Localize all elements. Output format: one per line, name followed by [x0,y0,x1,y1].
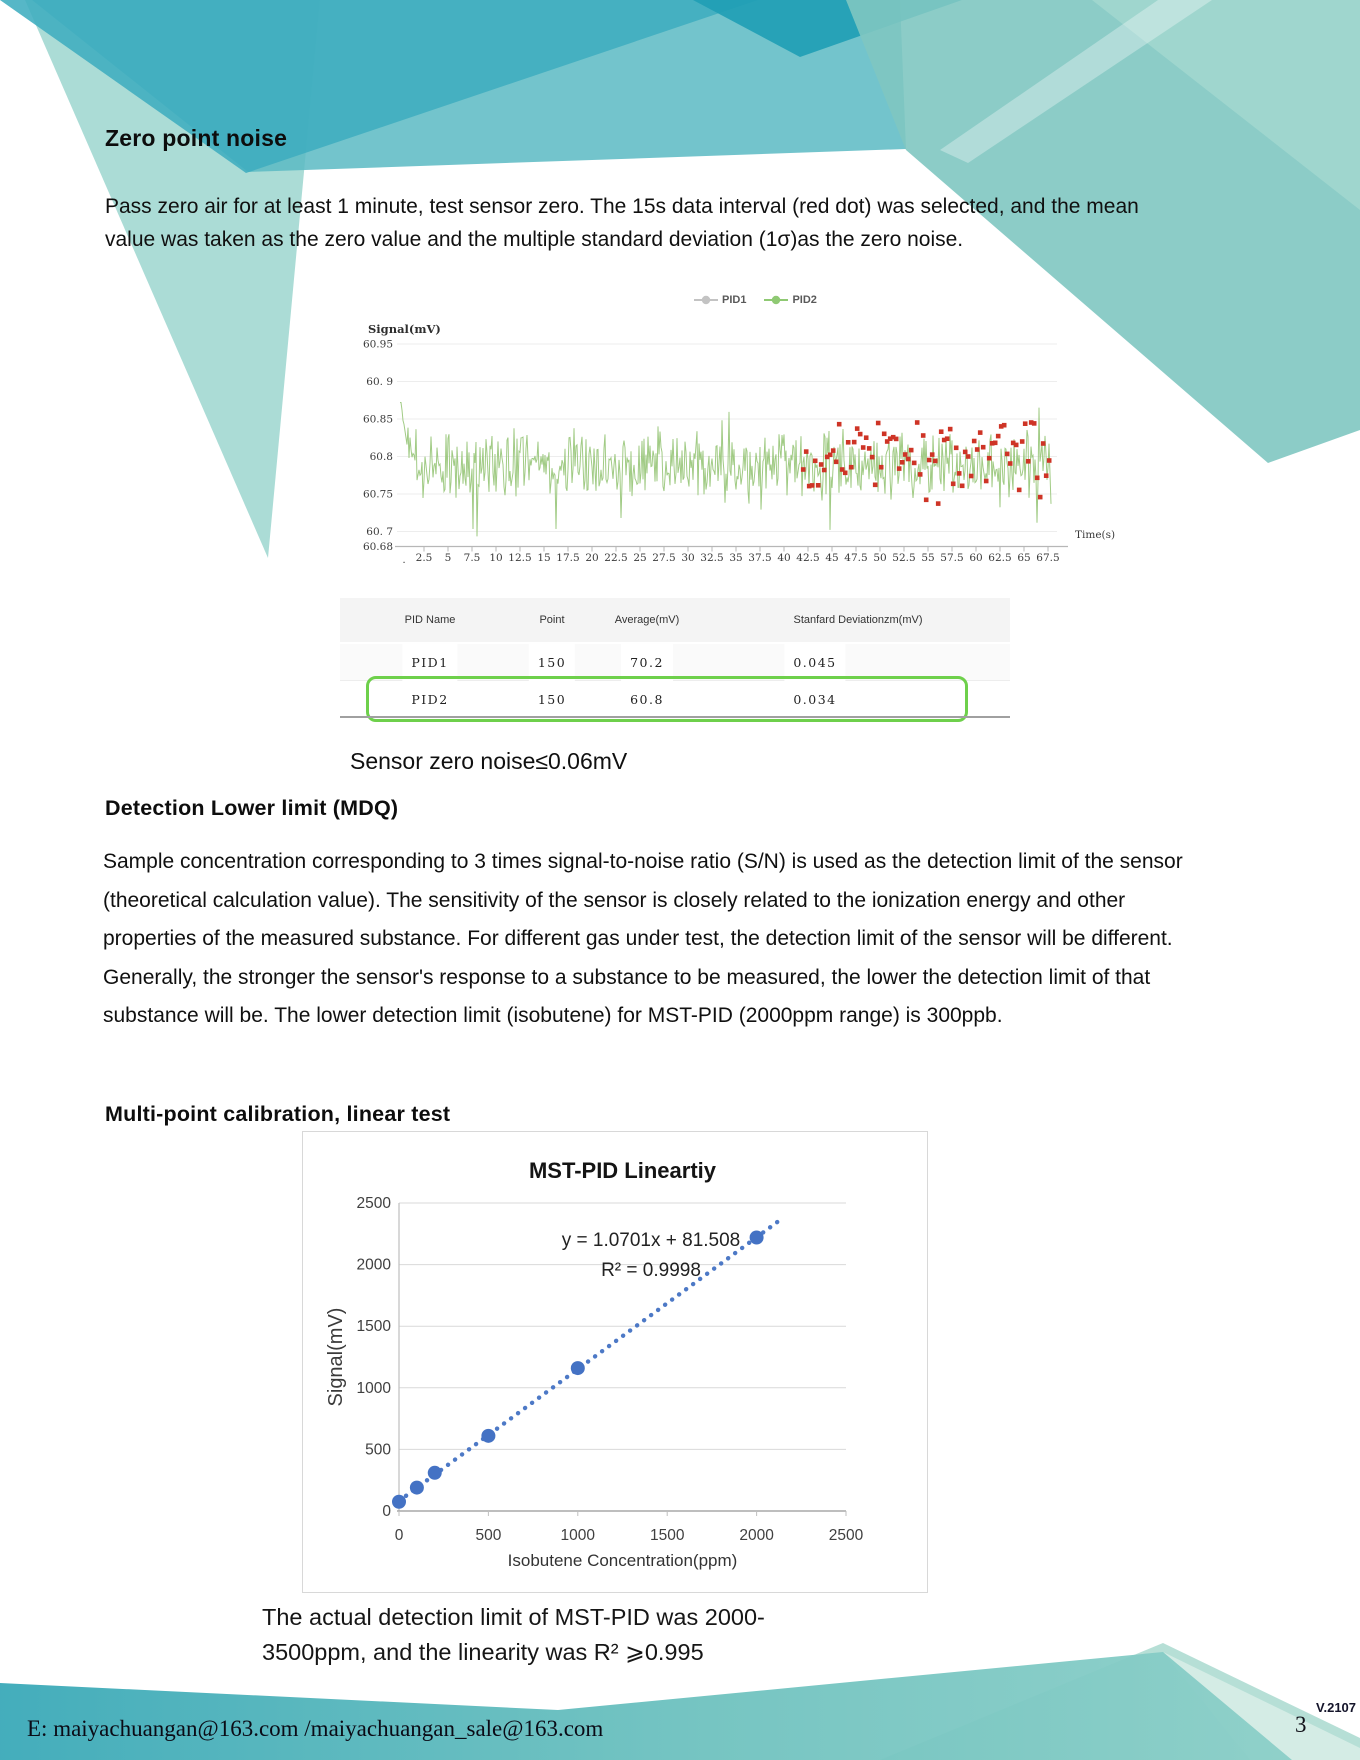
trendline-equation [501,1226,801,1286]
svg-text:35: 35 [729,552,743,564]
table-header-row [340,598,1010,644]
svg-text:60.8: 60.8 [369,451,393,463]
svg-text:5: 5 [444,552,452,564]
svg-text:1000: 1000 [560,1527,596,1544]
svg-text:17.5: 17.5 [556,552,580,564]
svg-text:62.5: 62.5 [988,552,1012,564]
svg-text:60.85: 60.85 [362,413,393,426]
svg-text:2000: 2000 [356,1256,391,1274]
svg-text:1500: 1500 [649,1527,685,1544]
equation-line: y = 1.0701x + 81.508 [561,1230,741,1251]
col-header-point: Point [539,614,565,626]
svg-text:37.5: 37.5 [748,552,772,564]
pid1-name-cell: PID1 [402,644,457,682]
svg-text:50: 50 [873,552,887,564]
pid1-stdev-cell: 0.045 [784,644,845,682]
svg-text:60. 9: 60. 9 [366,376,393,388]
svg-text:45: 45 [825,552,839,564]
svg-text:10: 10 [489,552,503,564]
pid1-average-cell: 70.2 [621,644,673,682]
r-squared-line: R² = 0.9998 [601,1260,701,1281]
svg-text:60: 60 [969,552,983,564]
linearity-chart-title: MST-PID Lineartiy [528,1158,717,1183]
svg-text:60. 7: 60. 7 [366,526,393,538]
caption-line-2: 3500ppm, and the linearity was R² ⩾0.995 [262,1638,704,1665]
col-header-average: Average(mV) [614,614,680,626]
svg-text:55: 55 [921,552,935,564]
footer-email: E: maiyachuangan@163.com /maiyachuangan_sale@163.com [27,1716,604,1741]
svg-text:0: 0 [382,1503,391,1520]
svg-text:32.5: 32.5 [700,552,724,564]
svg-text:25: 25 [633,552,647,564]
pid2-point-cell: 150 [529,681,575,718]
svg-text:500: 500 [365,1441,391,1459]
svg-text:60.95: 60.95 [362,338,393,351]
svg-text:2.5: 2.5 [415,552,433,564]
pid2-average-cell: 60.8 [621,681,673,718]
sensor-zero-note: Sensor zero noise≤0.06mV [350,748,628,774]
col-header-stdev: Stanfard Deviationzm(mV) [793,614,923,626]
footer-version: V.2107 [1316,1700,1357,1715]
zero-noise-chart [335,285,1145,585]
legend-label-pid2: PID2 [792,294,817,306]
svg-text:67.5: 67.5 [1036,552,1060,564]
svg-text:2500: 2500 [356,1195,391,1212]
svg-text:7.5: 7.5 [463,552,481,564]
svg-text:1500: 1500 [356,1318,391,1336]
heading-zero-point-noise: Zero point noise [105,125,288,151]
svg-text:Time(s): Time(s) [1075,529,1116,541]
svg-text:60.68: 60.68 [362,541,393,553]
svg-text:47.5: 47.5 [844,552,868,564]
svg-text:2000: 2000 [739,1527,774,1544]
svg-text:30: 30 [681,552,695,564]
svg-text:0: 0 [394,1527,404,1544]
caption-line-1: The actual detection limit of MST-PID was 2000- [262,1604,765,1630]
svg-text:12.5: 12.5 [508,552,532,564]
noise-chart-y-axis-title: Signal(mV) [368,322,441,336]
svg-text:42.5: 42.5 [796,552,820,564]
table-bottom-rule [340,716,1010,718]
legend-label-pid1: PID1 [722,294,747,306]
svg-text:.: . [402,554,406,566]
heading-calibration: Multi-point calibration, linear test [105,1102,451,1126]
svg-text:40: 40 [777,552,791,564]
linearity-chart-box [302,1131,928,1593]
linearity-y-axis-title: Signal(mV) [325,1307,347,1407]
footer-page-number: 3 [1295,1712,1307,1737]
table-row-pid2 [340,681,1010,716]
linearity-chart [303,1132,927,1592]
svg-text:20: 20 [585,552,599,564]
svg-text:1000: 1000 [356,1379,391,1397]
svg-text:2500: 2500 [828,1527,864,1544]
paragraph-mdq: Sample concentration corresponding to 3 times signal-to-noise ratio (S/N) is used as the detection limit of the sensor (theoretical calculation value). The sensitivity of the sensor is closely related to the ionization energy and other properties of the measured substance. For different gas under test, the detection limit of the sensor will be different. Generally, the stronger the sensor's response to a substance to be measured, the lower the detection limit of that substance will be. The lower detection limit (isobutene) for MST-PID (2000ppm range) is 300ppb. [103,850,1183,1027]
deco-footer-band [0,1652,1292,1760]
svg-text:500: 500 [475,1527,502,1544]
paragraph-zero-noise: Pass zero air for at least 1 minute, test sensor zero. The 15s data interval (red dot) was selected, and the mean value was taken as the zero value and the multiple standard deviation (1σ)as the zero noise. [105,195,1139,251]
col-header-pid-name: PID Name [404,614,456,626]
linearity-x-axis-title: Isobutene Concentration(ppm) [507,1551,738,1570]
svg-text:15: 15 [537,552,551,564]
pid2-name-cell: PID2 [402,681,457,718]
heading-mdq: Detection Lower limit (MDQ) [105,796,399,820]
svg-text:57.5: 57.5 [940,552,964,564]
svg-text:27.5: 27.5 [652,552,676,564]
pid1-point-cell: 150 [529,644,575,682]
table-row-pid1 [340,644,1010,681]
svg-text:22.5: 22.5 [604,552,628,564]
svg-text:52.5: 52.5 [892,552,916,564]
pid2-stdev-cell: 0.034 [784,681,845,718]
svg-text:60.75: 60.75 [362,488,393,501]
svg-text:65: 65 [1017,552,1031,564]
pid2-row-highlight [366,676,968,722]
